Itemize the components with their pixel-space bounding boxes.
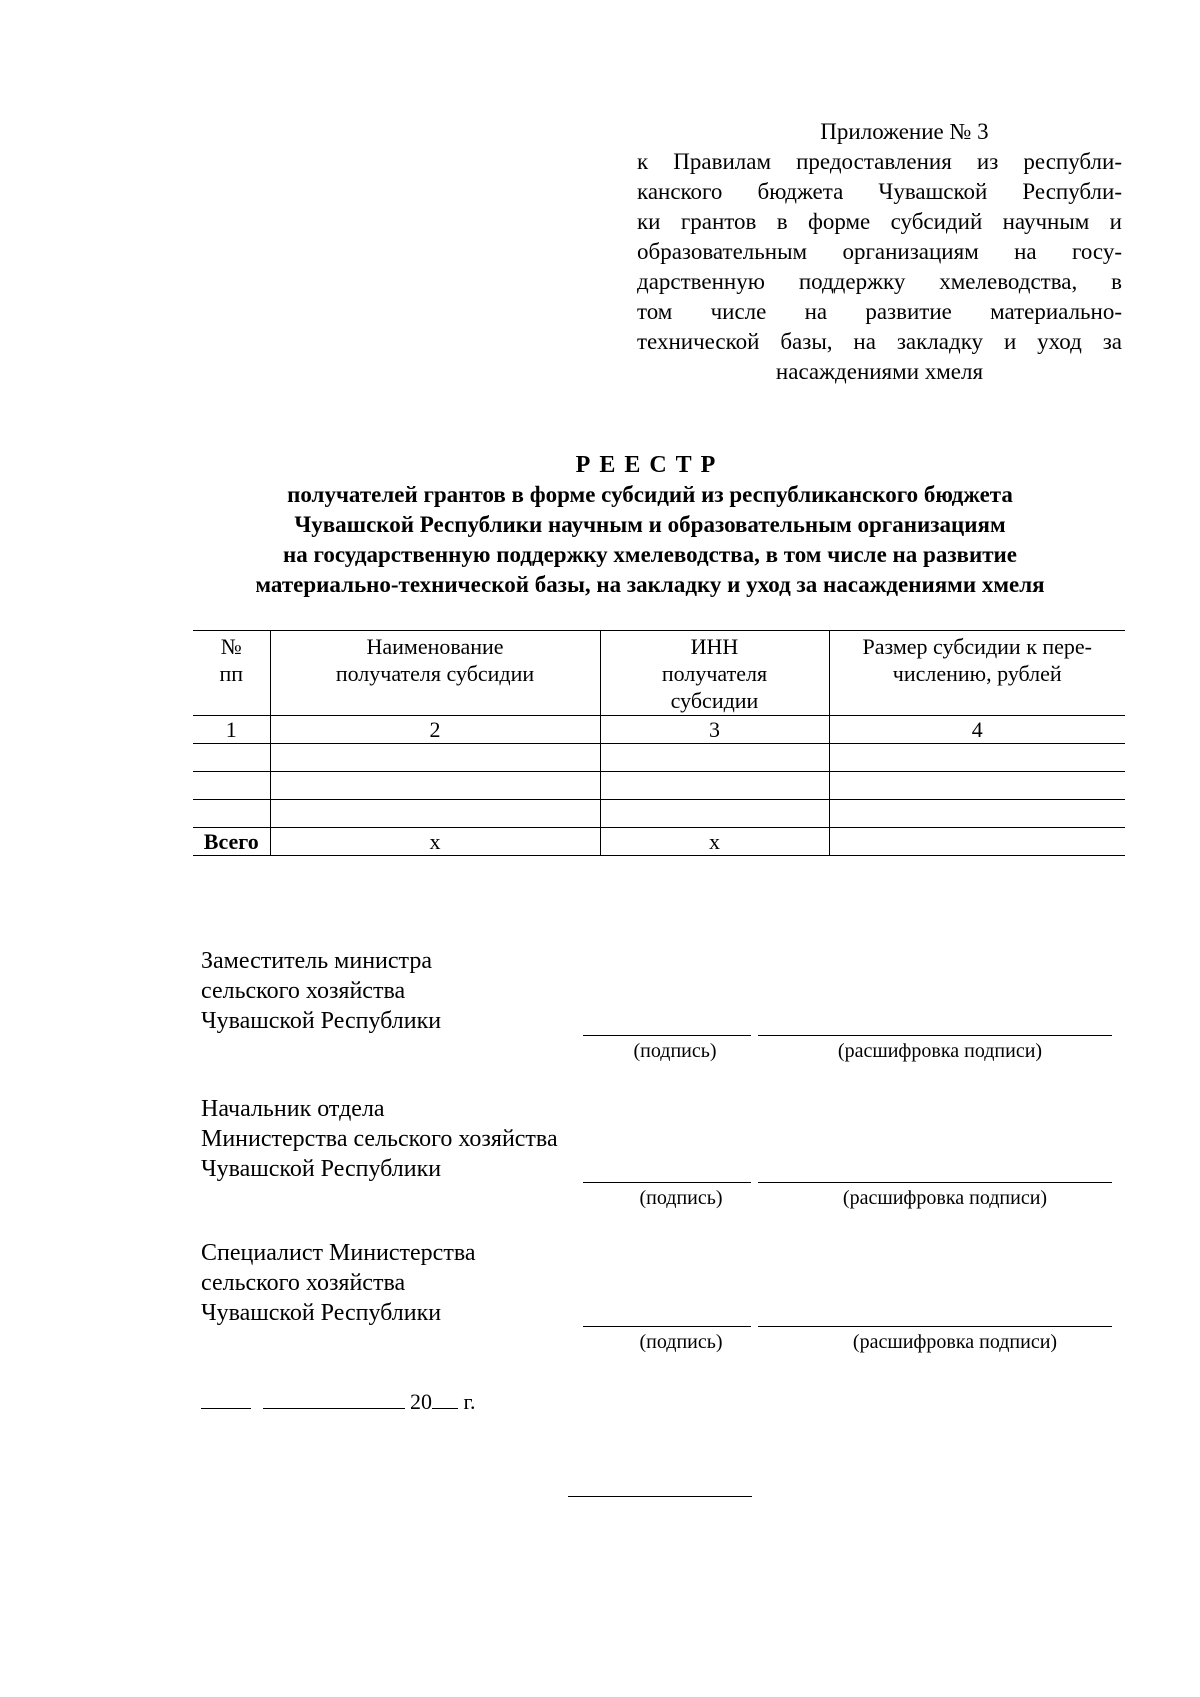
signature-line: [583, 1182, 751, 1183]
position-line: сельского хозяйства: [201, 978, 406, 1004]
table-cell: [829, 800, 1125, 828]
position-line: Чувашской Республики: [201, 1156, 442, 1182]
table-cell: [600, 800, 829, 828]
appendix-line: образовательным организациям на госу-: [637, 239, 1122, 264]
header-cell-inn: [600, 631, 829, 716]
header-line: получателя субсидии: [335, 661, 535, 686]
total-row: [193, 828, 1125, 856]
column-number-cell: 3: [600, 716, 829, 744]
header-cell-number: [193, 631, 270, 716]
signatory-position: [201, 1094, 641, 1184]
date-line: [201, 1386, 476, 1417]
table-cell: [270, 772, 600, 800]
total-cell-amount: [829, 828, 1125, 856]
header-line: Наименование: [366, 634, 504, 659]
register-subtitle-line: материально-технической базы, на закладку и уход за насаждениями хмеля: [255, 572, 1045, 597]
header-line: числению, рублей: [892, 661, 1062, 686]
register-subtitle-line: на государственную поддержку хмелеводства, в том числе на развитие: [283, 542, 1017, 567]
signature-decode-caption: (расшифровка подписи): [837, 1040, 1043, 1062]
position-line: Специалист Министерства: [201, 1240, 476, 1266]
signature-decode-line: [758, 1035, 1112, 1036]
date-month-blank: [263, 1386, 405, 1409]
signature-caption: (подпись): [639, 1187, 723, 1209]
appendix-line: насаждениями хмеля: [775, 359, 984, 384]
total-cell-name: х: [270, 828, 600, 856]
column-number-row: [193, 716, 1125, 744]
signature-line: [583, 1326, 751, 1327]
table-cell: [193, 772, 270, 800]
signature-decode-caption: (расшифровка подписи): [842, 1187, 1048, 1209]
position-line: Начальник отдела: [201, 1096, 385, 1122]
column-number-cell: 2: [270, 716, 600, 744]
header-line: пп: [219, 661, 244, 686]
date-day-blank: [201, 1386, 251, 1409]
table-row: [193, 800, 1125, 828]
table-cell: [600, 772, 829, 800]
table-row: [193, 772, 1125, 800]
table-cell: [829, 772, 1125, 800]
signature-decode-line: [758, 1182, 1112, 1183]
header-line: Размер субсидии к пере-: [862, 634, 1093, 659]
appendix-line: технической базы, на закладку и уход за: [637, 329, 1122, 354]
appendix-line: ки грантов в форме субсидий научным и: [637, 209, 1122, 234]
position-line: Чувашской Республики: [201, 1300, 442, 1326]
table-cell: [829, 744, 1125, 772]
register-title: РЕЕСТР: [575, 452, 725, 478]
table-cell: [193, 744, 270, 772]
appendix-line: к Правилам предоставления из республи-: [637, 149, 1122, 174]
register-subtitle-line: получателей грантов в форме субсидий из республиканского бюджета: [287, 482, 1013, 507]
position-line: Заместитель министра: [201, 948, 432, 974]
table-cell: [193, 800, 270, 828]
header-line: субсидии: [670, 688, 759, 713]
signatory-position: [201, 1238, 621, 1328]
column-number-cell: 1: [193, 716, 270, 744]
table-cell: [270, 800, 600, 828]
header-line: получателя: [661, 661, 768, 686]
table-row: [193, 744, 1125, 772]
appendix-title: Приложение № 3: [820, 119, 989, 144]
total-label: Всего: [193, 828, 270, 856]
signature-line: [583, 1035, 751, 1036]
total-cell-inn: х: [600, 828, 829, 856]
position-line: Министерства сельского хозяйства: [201, 1126, 558, 1152]
date-year-blank: [432, 1386, 458, 1409]
date-year-prefix: 20: [410, 1389, 432, 1414]
register-subtitle-line: Чувашской Республики научным и образовательным организациям: [294, 512, 1006, 537]
position-line: сельского хозяйства: [201, 1270, 406, 1296]
register-table: [193, 630, 1125, 856]
table-cell: [270, 744, 600, 772]
appendix-line: дарственную поддержку хмелеводства, в: [637, 269, 1122, 294]
date-year-suffix: г.: [463, 1389, 476, 1414]
table-header-row: [193, 631, 1125, 716]
register-heading: [190, 450, 1110, 600]
position-line: Чувашской Республики: [201, 1008, 442, 1034]
footer-divider: [568, 1496, 752, 1497]
column-number-cell: 4: [829, 716, 1125, 744]
header-line: №: [220, 634, 242, 659]
signature-decode-line: [758, 1326, 1112, 1327]
header-cell-recipient-name: [270, 631, 600, 716]
appendix-line: канского бюджета Чувашской Республи-: [637, 179, 1122, 204]
header-line: ИНН: [690, 634, 739, 659]
signature-caption: (подпись): [633, 1040, 717, 1062]
signature-caption: (подпись): [639, 1331, 723, 1353]
signatory-position: [201, 946, 621, 1036]
appendix-note: [637, 117, 1122, 387]
appendix-line: том числе на развитие материально-: [637, 299, 1122, 324]
signature-decode-caption: (расшифровка подписи): [852, 1331, 1058, 1353]
table-cell: [600, 744, 829, 772]
header-cell-subsidy-amount: [829, 631, 1125, 716]
